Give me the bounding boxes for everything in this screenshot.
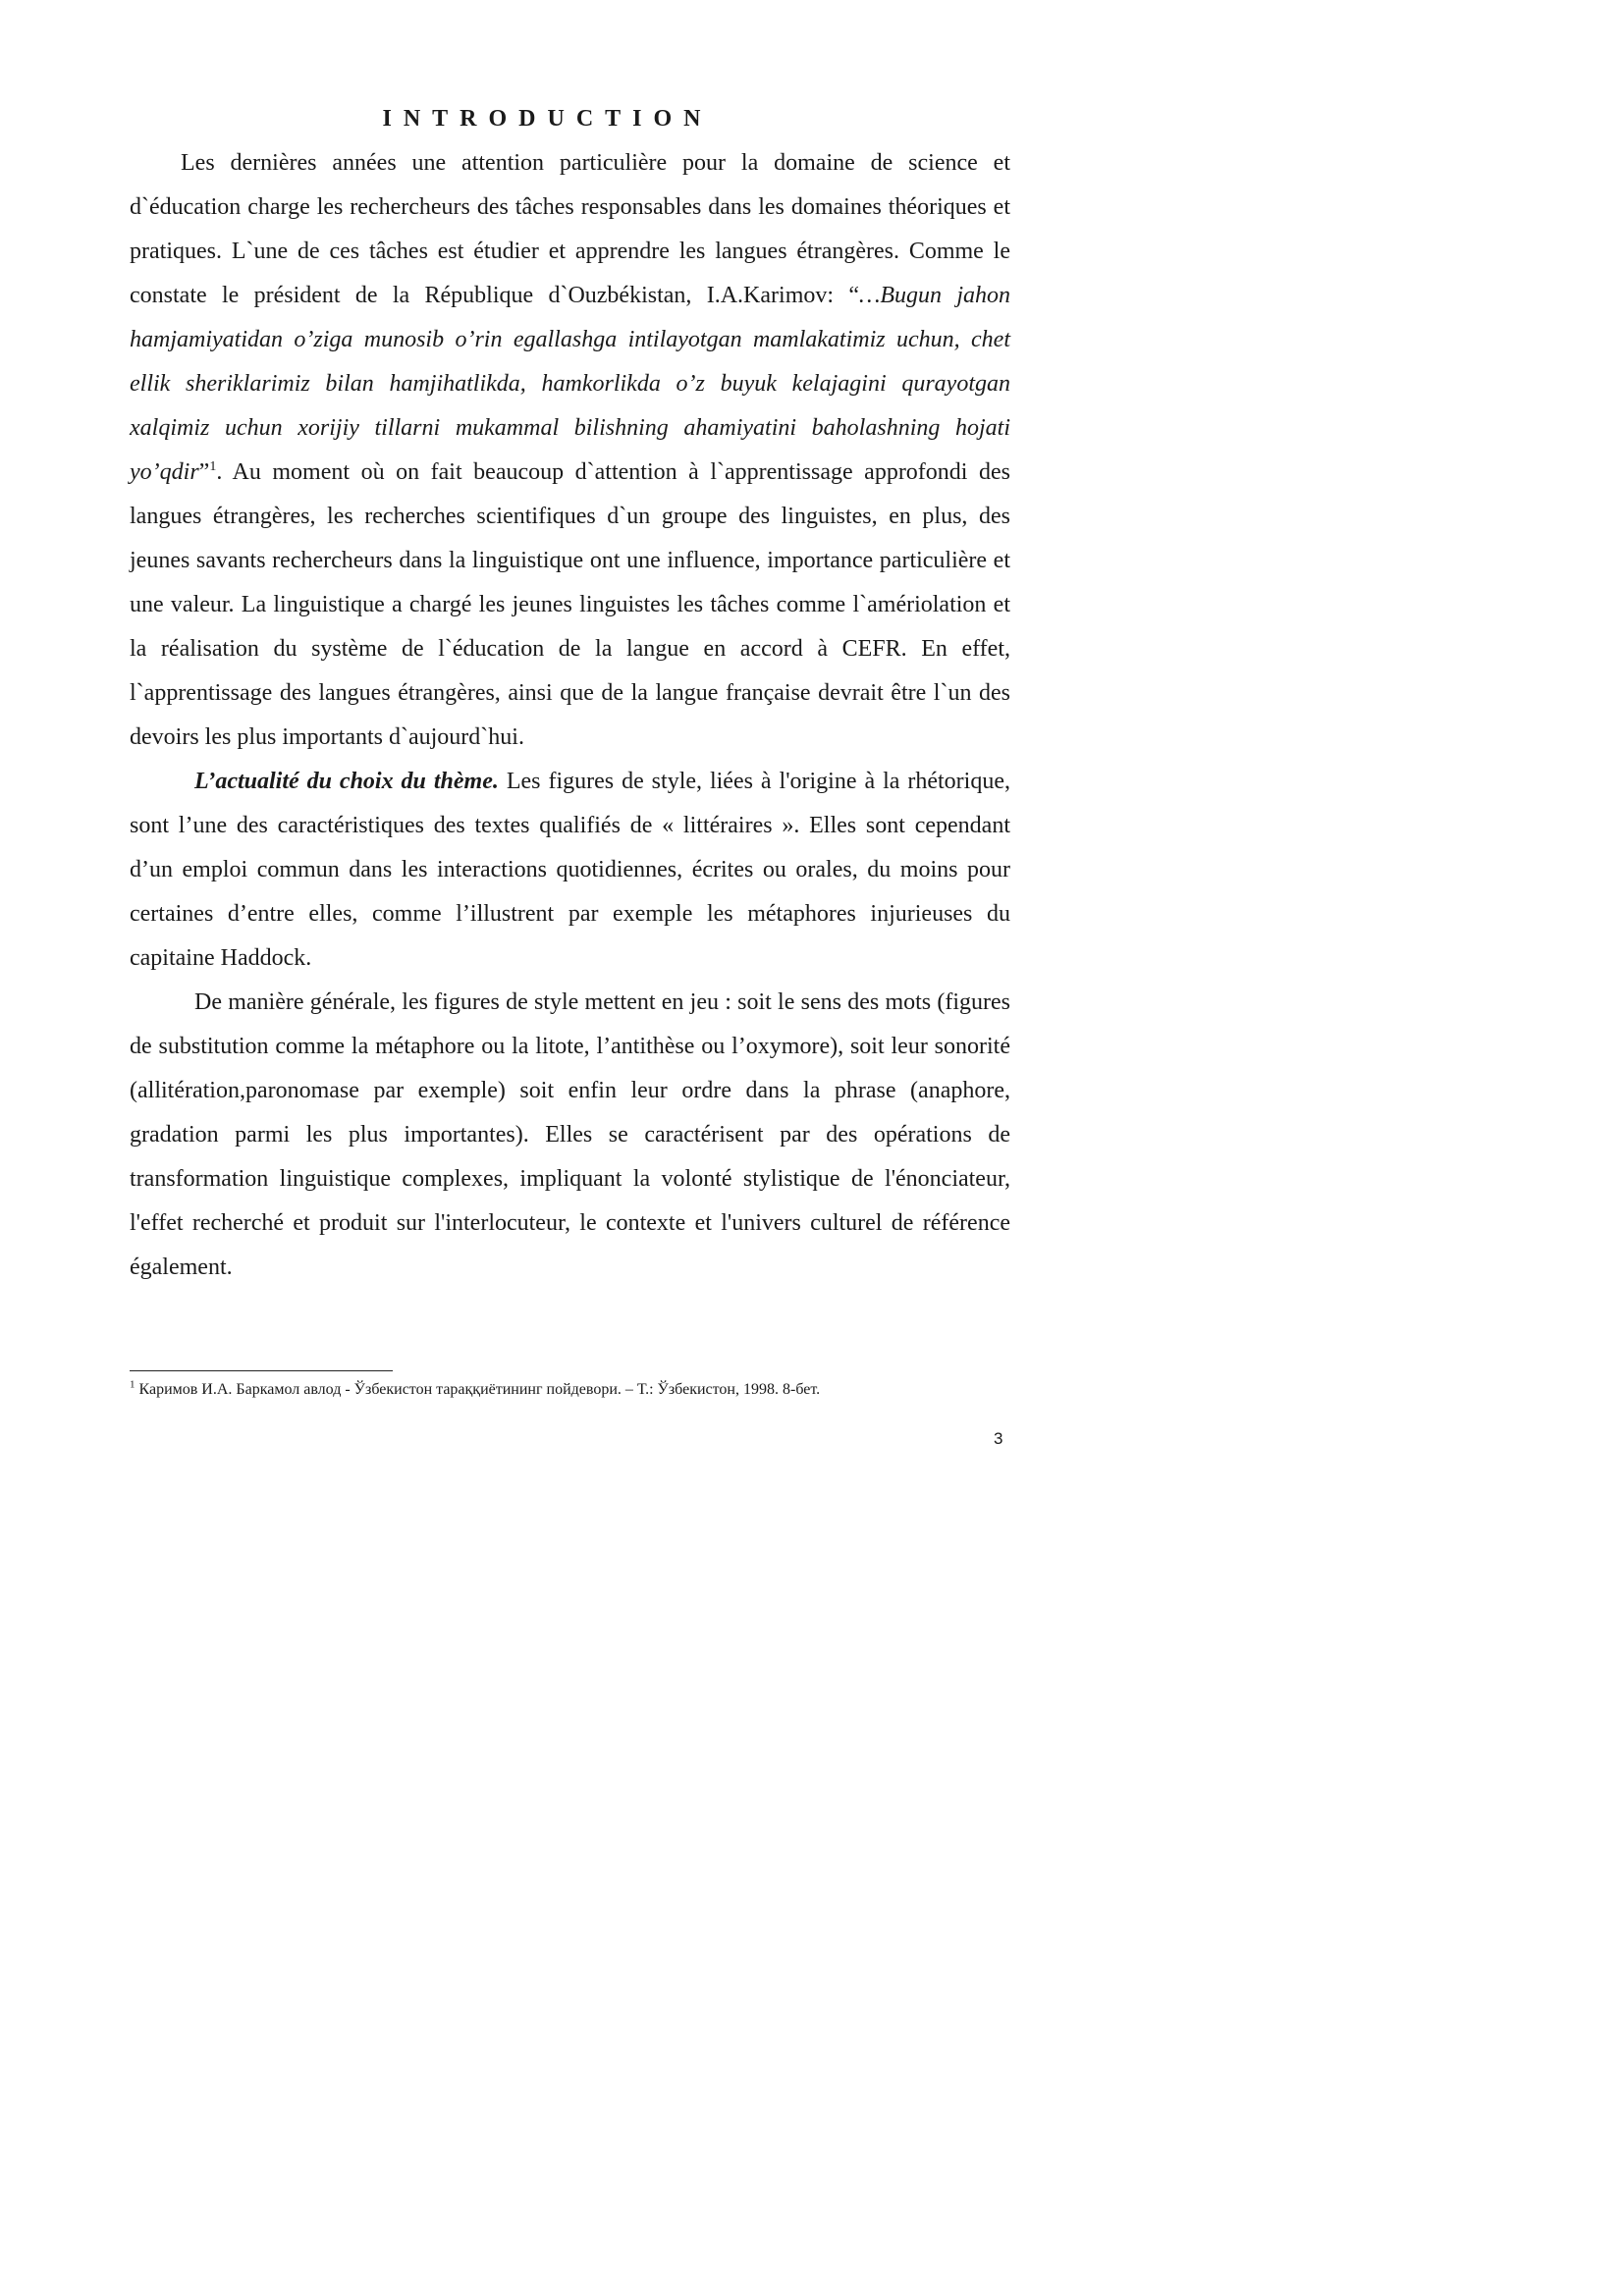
- paragraph-3-text: De manière générale, les figures de style mettent en jeu : soit le sens des mots (figures de substitution comme la métaphore ou la litote, l’antithèse ou l’oxymore), soit leur sonorité (allitération,paronomase par exemple) soit enfin leur ordre dans la phrase (anaphore, gradation parmi les plus importantes). Elles se caractérisent par des opérations de transformation linguistique complexes, impliquant la volonté stylistique de l'énonciateur, l'effet recherché et produit sur l'interlocuteur, le contexte et l'univers culturel de référence également.: [130, 989, 1010, 1280]
- paragraph-1: [130, 141, 1010, 760]
- body-text: [130, 141, 1010, 1290]
- quote-close-mark: ”: [198, 459, 210, 485]
- page-number: 3: [994, 1429, 1003, 1448]
- document-page: [0, 0, 1083, 1530]
- page-title: INTRODUCTION: [382, 106, 713, 132]
- footnote-text: Каримов И.А. Баркамол авлод - Ўзбекистон тараққиётининг пойдевори. – Т.: Ўзбекистон, 1998. 8-бет.: [135, 1381, 821, 1398]
- paragraph-2-text: Les figures de style, liées à l'origine à la rhétorique, sont l’une des caractéristiques des textes qualifiés de « littéraires ». Elles sont cependant d’un emploi commun dans les interactions quotidiennes, écrites ou orales, du moins pour certaines d’entre elles, comme l’illustrent par exemple les métaphores injurieuses du capitaine Haddock.: [130, 769, 1010, 971]
- karimov-quote: …Bugun jahon hamjamiyatidan o’ziga munosib o’rin egallashga intilayotgan mamlakatimiz uchun, chet ellik sheriklarimiz bilan hamjihatlikda, hamkorlikda o’z buyuk kelajagini qurayotgan xalqimiz uchun xorijiy tillarni mukammal bilishning ahamiyatini baholashning hojati yo’qdir: [130, 283, 1011, 485]
- paragraph-2: [130, 760, 1010, 981]
- footnote: [130, 1379, 1013, 1401]
- footnote-separator: [130, 1370, 393, 1371]
- paragraph-3: [130, 981, 1010, 1290]
- paragraph-1-continuation: . Au moment où on fait beaucoup d`attention à l`apprentissage approfondi des langues étrangères, les recherches scientifiques d`un groupe des linguistes, en plus, des jeunes savants rechercheurs dans la linguistique ont une influence, importance particulière et une valeur. La linguistique a chargé les jeunes linguistes les tâches comme l`amériolation et la réalisation du système de l`éducation de la langue en accord à CEFR. En effet, l`apprentissage des langues étrangères, ainsi que de la langue française devrait être l`un des devoirs les plus importants d`aujourd`hui.: [130, 459, 1010, 750]
- footnote-reference: 1: [209, 459, 217, 474]
- paragraph-1-intro: Les dernières années une attention particulière pour la domaine de science et d`éducation charge les rechercheurs des tâches responsables dans les domaines théoriques et pratiques. L`une de ces tâches est étudier et apprendre les langues étrangères. Comme le constate le président de la République d`Ouzbékistan, I.A.Karimov: “: [130, 150, 1010, 308]
- section-lead-heading: L’actualité du choix du thème.: [194, 769, 499, 794]
- footnote-number: 1: [130, 1378, 135, 1391]
